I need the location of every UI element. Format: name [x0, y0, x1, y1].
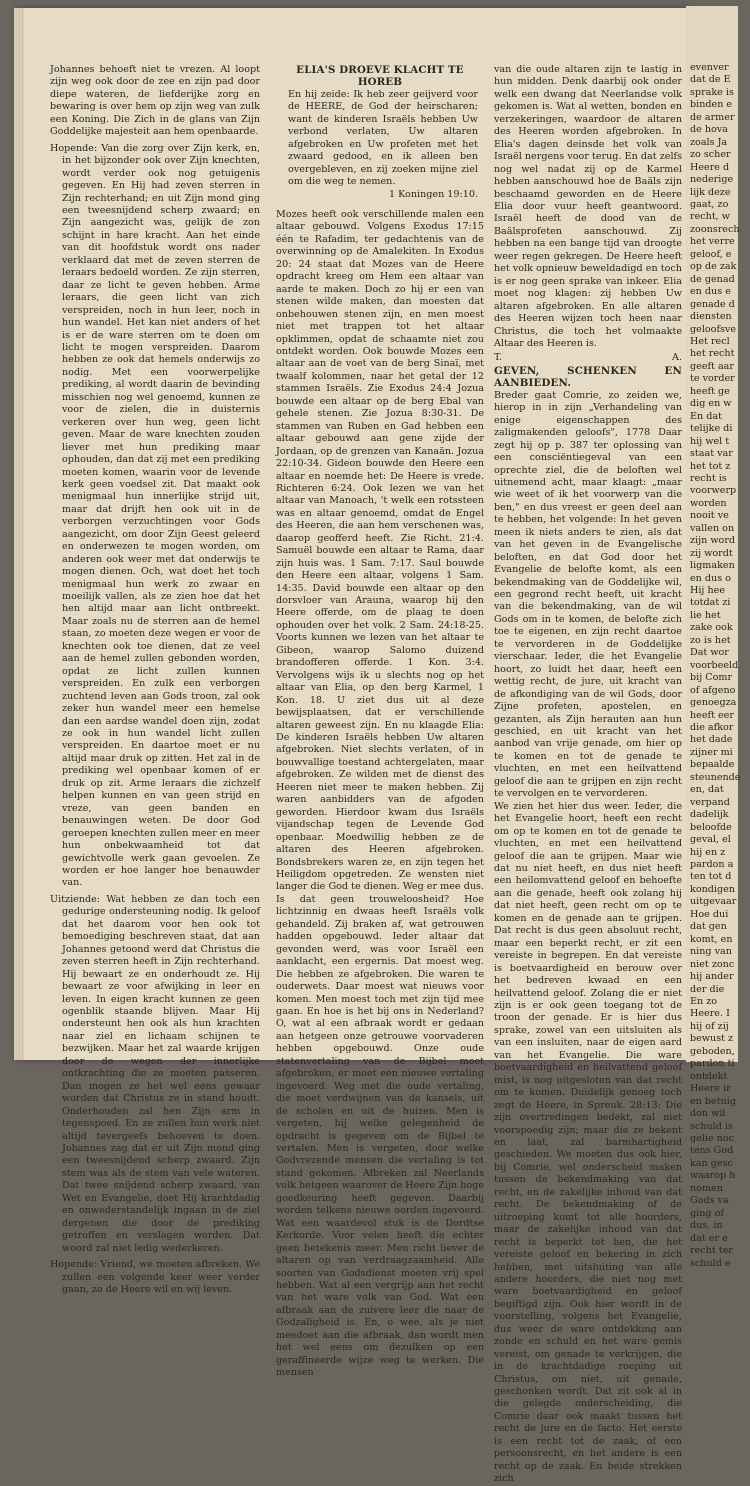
magazine-page: [14, 8, 694, 1485]
signature-left: T.: [494, 352, 503, 364]
column-left: [50, 64, 260, 1296]
signature: [494, 352, 682, 364]
article-body-elia-cont: van die oude altaren zijn te lastig in hun midden. Denk daarbij ook onder welk een dwang dat Neerlandse volk gekomen is. Wat al wetten, bonden en verzekeringen, waardoor de altaren des Heeren worden afgebroken. In Elia's dagen deinsde het volk van Israël nergens voor terug. En dat zelfs nog wel nadat zij op de Karmel hebben aanschouwd hoe de Baäls zijn beschaamd geworden en de Heere Elia door vuur heeft geantwoord. Israël heeft de dood van de Baälsprofeten aanschouwd. Zij hebben na een bange tijd van droogte weer regen gekregen. De Heere heeft het volk opnieuw beweldadigd en toch is er nog geen sprake van inkeer. Elia moet nog klagen: zij hebben Uw altaren afgebroken. En alle altaren des Heeren wijzen toch heen naar Christus, die toch het volmaakte Altaar des Heeren is.: [494, 64, 682, 349]
paragraph-johannes: Johannes behoeft niet te vrezen. Al loopt zijn weg ook door de zee en zijn pad door diepe wateren, de liefderijke zorg en bewaring is over hem op zijn weg van zulk een Koning. Die Zich in de glans van Zijn Goddelijke majesteit aan hem openbaarde.: [50, 64, 260, 138]
motto-reference: 1 Koningen 19:10.: [388, 188, 478, 200]
column-right: [494, 64, 682, 1486]
next-page-edge: [686, 6, 741, 1269]
article-body-geven-2: We zien het hier dus weer. Ieder, die het Evangelie hoort, heeft een recht om op te komen en tot de genade te vluchten, en met een heilvattend geloof die aan te grijpen. Maar wie dat nu niet heeft, en dus niet heeft een heilomvattend geloof en behoefte aan die genade, heeft ook zolang hij dat niet heeft, geen recht om op te komen en de genade aan te grijpen. Dat recht is dus geen absoluut recht, maar een beperkt recht, er zit een vereiste in begrepen. En dat vereiste is boetvaardigheid en berouw over het bedreven kwaad en een heilvattend geloof. Zolang die er niet zijn is er ook geen toegang tot de troon der genade. Er is hier dus sprake, zowel van een uitsluiten als van een insluiten, naar de eigen aard van het Evangelie. Die ware boetvaardigheid en heilvattend geloof mist, is nog uitgesloten van dat recht om te komen. Duidelijk genoeg toch zegt de Heere, in Spreuk. 28:13: Die zijn overtredingen bedekt, zal niet voorspoedig zijn; maar die ze bekent en laat, zal barmhartigheid geschieden. We moeten dus ook hier, bij Comrie, wel onderscheid maken tussen de bekendmaking van dat recht, en de zakelijke inhoud van dat recht. De bekendmaking of de uitroeping komt tot alle hoorders, maar de zakelijke inhoud van dat recht is beperkt tot hen, die het vereiste geloof en bekering in zich hebben, met uitsluiting van alle andere hoorders, die niet nog met ware boetvaardigheid en geloof begiftigd zijn. Ook hier wordt in de voorstelling, volgens het Evangelie, dus weer de ware ontdekking aan zonde en schuld en het ware gemis vereist, om genade te verkrijgen, die in de krachtdadige roeping uit Christus, om niet, uit genade, geschonken wordt. Dat zit ook al in die gelegde onderscheiding, die Comrie daar ook maakt tussen het recht de jure en de facto. Het eerste is een recht tot de zaak, of een persoonsrecht, en het andere is een recht op de zaak. En beide strekken zich: [494, 800, 682, 1485]
signature-right: A.: [672, 352, 682, 364]
next-page-text-fragment: evenver dat de E sprake is binden e de armer de hova zoals Ja zo scher Heere d nederige lijk deze gaat, zo recht, w zoonsrech het verre geloof, e op de zak de genad en dus e genade d diensten geloofsve Het recl het recht geeft aar te vorder heeft ge dig en w En dat telijke di hij wel t staat var het tot z recht is voorwerp worden nooit ve vallen on zijn word zij wordt ligmaken en dus o Hij hee totdat zi lie het zake ook zo is het Dat wor voorbeeld bij Comr of afgeno genoegza heeft eer die afkor het dade zijner mi bepaalde steunende en, dat verpand dadelijk beloofde geval, el hij en z pardon a ten tot d kondigen uitgevaar Hoe dui dat gen komt, en ning van niet zonc hij ander der die En zo Heere. I hij of zij bewust z geboden, pardon ti ontdekt Heere ir en betuig don wil schuld is gelie noc tens God kan gesc waarop h nomen Gods va ging of dus, in dat er e recht ter schuld e: [690, 62, 741, 1269]
motto-quote: [288, 89, 478, 201]
article-body-geven-1: Breder gaat Comrie, zo zeiden we, hierop in in zijn „Verhandeling van enige eigenschappen des zaligmakenden geloofs", 1778 Daar zegt hij op p. 387 ter oplossing van een consciëntiegeval van een oprechte ziel, die de beloften wel uitnemend acht, maar klaagt: „maar wie weet of ik het voorwerp van die ben," en dus vreest er geen deel aan te hebben, het volgende: In het geven meen ik niets anders te zien, als dat van het geven in de Evangelische beloften, en dat God door het Evangelie de belofte komt, als een bekendmaking van de Goddelijke wil, een gegrond recht heeft, uit kracht van die bekendmaking, van de wil Gods om in te komen, de belofte zich toe te eigenen, en zijn recht daartoe te vervorderen in de Goddelijke vierschaar. Ieder, die het Evangelie hoort, zo luidt het daar, heeft een wettig recht, de jure, uit kracht van de afkondiging van de wil Gods, door Zijne profeten, apostelen, en gezanten, als Zijn herauten aan hun geschied, en uit kracht van het aanbod van vrije genade, om hier op te komen en tot de genade te vluchten, en met een heilvattend geloof die aan te grijpen en zijn recht te vervolgen en te vervorderen.: [494, 389, 682, 800]
paragraph-hopende-2: Hopende: Vriend, we moeten afbreken. We zullen een volgende keer weer verder gaan, zo de Heere wil en wij leven.: [50, 1259, 260, 1295]
paragraph-uitziende: Uitziende: Wat hebben ze dan toch een gedurige ondersteuning nodig. Ik geloof dat het daarom voor hen ook tot bemoediging beschreven staat, dat aan Johannes getoond werd dat Christus die zeven sterren heeft in Zijn rechterhand. Hij bewaart ze en onderhoudt ze. Hij bewaart ze voor afwijking in leer en leven. In eigen kracht kunnen ze geen ogenblik staande blijven. Maar Hij ondersteunt hen ook als hun krachten naar ziel en lichaam schijnen te bezwijken. Maar het zal waarde krijgen door de wegen der innerlijke ontkrachting die ze moeten passeren. Dan mogen ze het wel eens gewaar worden dat Christus ze in stand houdt. Onderhouden zal hen Zijn arm in tegenspoed. En ze zullen hun werk niet altijd tevergeefs behoeven te doen. Johannes zag dat er uit Zijn mond ging een tweesnijdend scherp zwaard. Zijn stem was als de stem van vele wateren. Dat twee snijdend scherp zwaard, van Wet en Evangelie, doet Hij krachtdadig en onwederstandelijk ingaan in de ziel dergenen die door de prediking getroffen en verslagen worden. Dat woord zal niet ledig wederkeren.: [50, 893, 260, 1254]
article-heading-elia: ELIA'S DROEVE KLACHT TE HOREB: [296, 64, 464, 89]
article-body-elia: Mozes heeft ook verschillende malen een altaar gebouwd. Volgens Exodus 17:15 één te Rafadim, ter gedachtenis van de overwinning op de Amalekiten. In Exodus 20: 24 staat dat Mozes van de Heere opdracht kreeg om Hem een altaar van aarde te maken. Doch zo hij er een van stenen wilde maken, dan moesten dat onbehouwen stenen zijn, en men moest niet met trappen tot het altaar opklimmen, opdat de schaamte niet zou ontdekt worden. Ook bouwde Mozes een altaar aan de voet van de berg Sinaï, met twaalf kolommen, naar het getal der 12 stammen Israëls. Zie Exodus 24:4 Jozua bouwde een altaar op de berg Ebal van gehele stenen. Zie Jozua 8:30-31. De stammen van Ruben en Gad hebben een altaar gebouwd aan gene zijde der Jordaan, op de grenzen van Kanaän. Jozua 22:10-34. Gideon bouwde den Heere een altaar en noemde het: De Heere is vrede. Richteren 6:24. Ook lezen we van het altaar van Manoach, 't welk een rotssteen was en altaar genoemd, omdat de Engel des Heeren, die aan hem verschenen was, daarop geofferd heeft. Zie Richt. 21:4. Samuël bouwde een altaar te Rama, daar zijn huis was. 1 Sam. 7:17. Saul bouwde den Heere een altaar, volgens 1 Sam. 14:35. David bouwde een altaar op den dorsvloer van Arauna, waarop hij den Heere offerde, om de plaag te doen ophouden over het volk. 2 Sam. 24:18-25. Voorts kunnen we lezen van het altaar te Gibeon, waarop Salomo duizend brandofferen offerde. 1 Kon. 3:4. Vervolgens wijs ik u slechts nog op het altaar van Elia, op den berg Karmel, 1 Kon. 18. U ziet dus uit al deze bewijsplaatsen, dat er verschillende altaren geweest zijn. En nu klaagde Elia: De kinderen Israëls hebben Uw altaren afgebroken. Niet slechts verlaten, of in bouwvallige toestand achtergelaten, maar afgebroken. Ze wilden met de dienst des Heeren niet meer te maken hebben. Zij waren aanbidders van de afgoden geworden. Hierdoor kwam dus Israëls vijandschap tegen de Levende God openbaar. Moedwillig hebben ze de altaren des Heeren afgebroken. Bondsbrekers waren ze, en zijn tegen het Heiligdom opgetreden. Ze wensten niet langer die God te dienen. Weg er mee dus. Is dat geen trouweloosheid? Hoe lichtzinnig en dwaas heeft Israëls volk gehandeld. Zij braken af, wat getrouwen hadden opgebouwd. Ieder altaar dat gevonden werd, was voor Israël een aanklacht, een ergernis. Dat moest weg. Die hebben ze afgebroken. Die waren te ouderwets. Daar moest wat nieuws voor komen. Men moest toch met zijn tijd mee gaan. En hoe is het bij ons in Nederland? O, wat al een afbraak wordt er gedaan aan hetgeen onze getrouwe voorvaderen hebben opgebouwd. Onze oude statenvertaling van de Bijbel moet afgebroken, er moet een nieuwe vertaling ingevoerd. Weg met die oude vertaling, die moet verdwijnen van de kansels, uit de scholen en uit de huizen. Men is vergeten, bij welke gelegenheid de opdracht is gegeven om de Bijbel te vertalen. Men is vergeten, door welke Godvrezende mensen die vertaling is tot stand gekomen. Afbreken zal Neerlands volk hetgeen waarover de Heere Zijn hoge goedkeuring heeft gegeven. Daarbij worden telkens nieuwe oorden ingevoerd. Wat een waardevol stuk is de Dordtse Kerkorde. Voor velen heeft die echter geen betekenis meer. Men richt liever de altaren op van verdraagzaamheid. Alle soorten van Godsdienst moeten vrij spel hebben. Wat al een vergrijp aan het recht van het ware volk van God. Wat een afbraak aan de zuivere leer die naar de Godzaligheid is. En, o wee, als je niet meedoet aan die afbraak, dan wordt men het wel eens om dezulken op een geraffineerde wijze weg te werken. Die mensen: [276, 208, 484, 1379]
motto-text: En hij zeide: Ik heb zeer geijverd voor de HEERE, de God der heirscharen; want de kinderen Israëls hebben Uw verbond verlaten, Uw altaren afgebroken en Uw profeten met het zwaard gedood, en ik alleen ben overgebleven, en zij zoeken mijne ziel om die weg te nemen.: [288, 88, 478, 188]
article-heading-geven: GEVEN, SCHENKEN EN AANBIEDEN.: [494, 364, 682, 390]
column-middle: [276, 64, 484, 1380]
paragraph-hopende-1: Hopende: Van die zorg over Zijn kerk, en, in het bijzonder ook over Zijn knechten, wordt verder ook nog getuigenis gegeven. En Hij had zeven sterren in Zijn rechterhand; en uit Zijn mond ging een tweesnijdend scherp zwaard; en Zijn aangezicht was, gelijk de zon schijnt in hare kracht. Aan het einde van dit hoofdstuk wordt ons nader verklaard dat met de zeven sterren de leraars bedoeld worden. Ze zijn sterren, daar ze licht te geven hebben. Arme leraars, die geen licht van zich verspreiden, noch in hun leer, noch in hun wandel. Het kan niet anders of het is er de ware sterren om te doen om licht te mogen verspreiden. Daarom hebben ze ook dat hemels onderwijs zo nodig. Met een voorwerpelijke prediking, al wordt daarin de bevinding misschien nog wel genoemd, kunnen ze voor de zielen, die in duisternis verkeren over hun weg, geen licht geven. Maar de ware knechten zouden liever met hun prediking maar ophouden, dan dat zij met een prediking moeten komen, waarin voor de levende kerk geen voedsel zit. Dat maakt ook menigmaal hun innerlijke strijd uit, maar dat drijft hen ook uit in de verborgen verzuchtingen voor Gods aangezicht, om door Zijn Geest geleerd en onderwezen te mogen worden, om anderen ook weer met dat onderwijs te mogen dienen. Och, wat doet het toch menigmaal hun werk zo zwaar en moeilijk vallen, als ze zien hoe dat het hen altijd maar aan licht ontbreekt. Maar zoals nu de sterren aan de hemel staan, zo moeten deze wegen er voor de knechten ook toe dienen, dat ze veel aan de hemel zullen gebonden worden, opdat ze licht zullen kunnen verspreiden. En zulk een verborgen zuchtend leven aan Gods troon, zal ook zeker hun wandel meer een hemelse dan een aardse wandel doen zijn, zodat ze ook in hun wandel licht zullen verspreiden. En daartoe moet er nu altijd maar druk op zitten. Het zal in de prediking wel openbaar komen of er druk op zit. Arme leraars die zichzelf helpen kunnen en van geen strijd en vreze, van geen banden en benauwingen weten. De door God geroepen knechten zullen meer en meer hun onbekwaamheid tot dat gewichtvolle werk gaan gevoelen. Ze worden er hoe langer hoe benauwder van.: [50, 142, 260, 889]
page-edge: [14, 8, 24, 1060]
